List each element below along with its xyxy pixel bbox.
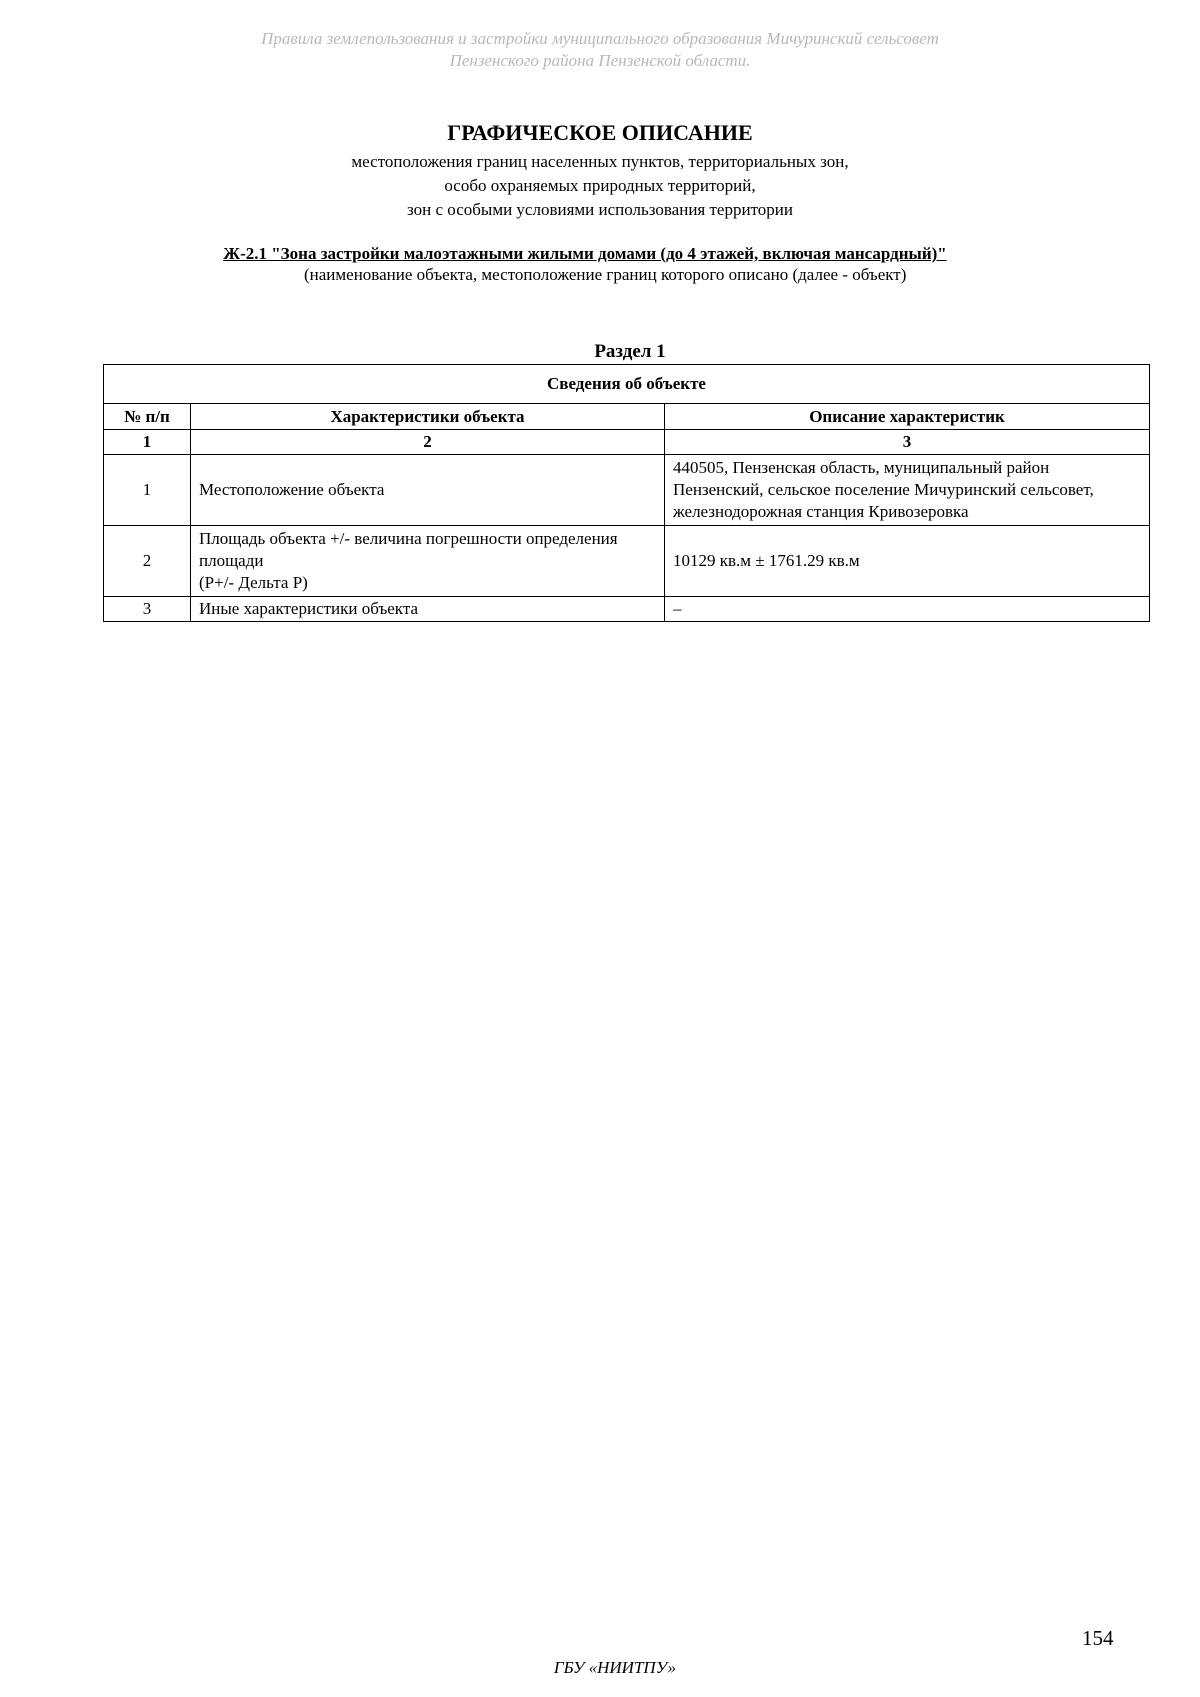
row-number: 2: [104, 526, 191, 597]
document-title: ГРАФИЧЕСКОЕ ОПИСАНИЕ: [447, 120, 753, 145]
subtitle-line-1: местоположения границ населенных пунктов, территориальных зон,: [351, 152, 849, 171]
row-description: 440505, Пензенская область, муниципальный район Пензенский, сельское поселение Мичуринский сельсовет, железнодорожная станция Кривозеровка: [665, 455, 1150, 526]
table-caption-row: [104, 365, 1150, 404]
subtitle-line-3: зон с особыми условиями использования территории: [407, 200, 793, 219]
section-title: Раздел 1: [594, 341, 666, 362]
table-row: [104, 597, 1150, 622]
running-header: [0, 28, 1200, 72]
table-row: [104, 526, 1150, 597]
column-number-2: 2: [191, 430, 665, 455]
object-info-table: [103, 364, 1150, 622]
row-number: 1: [104, 455, 191, 526]
row-characteristic-line-2: (P+/- Дельта P): [199, 573, 308, 592]
running-header-line-2: Пензенского района Пензенской области.: [449, 51, 751, 70]
row-characteristic-line-1: Площадь объекта +/- величина погрешности определения площади: [199, 529, 618, 570]
column-number-3: 3: [665, 430, 1150, 455]
table-header-row: [104, 404, 1150, 430]
table-column-numbers-row: [104, 430, 1150, 455]
table-row: [104, 455, 1150, 526]
row-characteristic: Местоположение объекта: [191, 455, 665, 526]
header-no: № п/п: [104, 404, 191, 430]
running-header-line-1: Правила землепользования и застройки муниципального образования Мичуринский сельсовет: [261, 29, 939, 48]
header-characteristic: Характеристики объекта: [191, 404, 665, 430]
table-caption: Сведения об объекте: [104, 365, 1150, 404]
document-subtitle: [0, 150, 1200, 222]
column-number-1: 1: [104, 430, 191, 455]
row-number: 3: [104, 597, 191, 622]
object-caption: (наименование объекта, местоположение границ которого описано (далее - объект): [304, 265, 907, 284]
page-number: 154: [1082, 1626, 1114, 1650]
header-description: Описание характеристик: [665, 404, 1150, 430]
page-footer: ГБУ «НИИТПУ»: [553, 1658, 677, 1677]
subtitle-line-2: особо охраняемых природных территорий,: [444, 176, 756, 195]
row-characteristic: Иные характеристики объекта: [191, 597, 665, 622]
row-description: 10129 кв.м ± 1761.29 кв.м: [665, 526, 1150, 597]
object-name: Ж-2.1 "Зона застройки малоэтажными жилыми домами (до 4 этажей, включая мансардный)": [223, 244, 947, 263]
row-characteristic: [191, 526, 665, 597]
row-description: –: [665, 597, 1150, 622]
